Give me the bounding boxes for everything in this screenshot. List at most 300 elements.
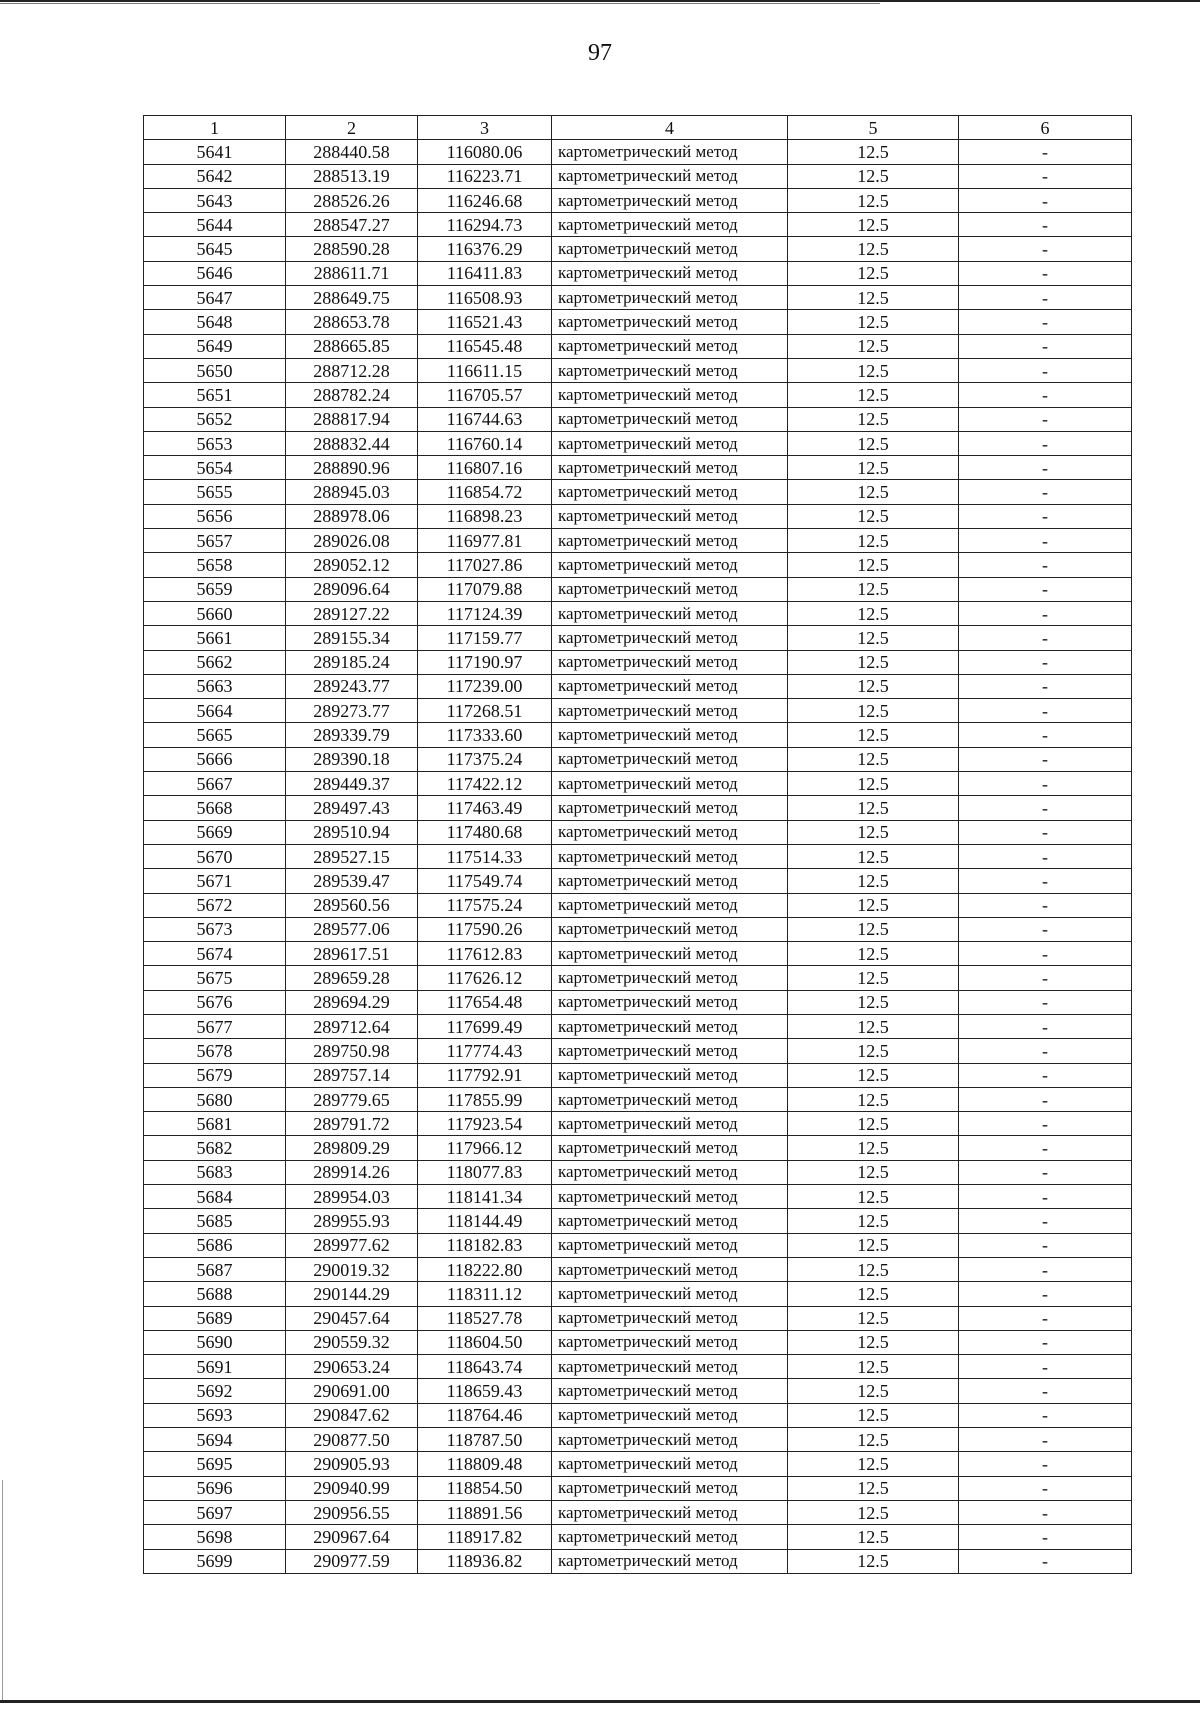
point-number-cell: 5661: [144, 626, 286, 650]
x-coordinate-cell: 289577.06: [286, 917, 418, 941]
note-cell: -: [959, 358, 1132, 382]
table-row: [144, 1452, 1132, 1476]
accuracy-cell: 12.5: [788, 1476, 959, 1500]
table-row: [144, 626, 1132, 650]
point-number-cell: 5662: [144, 650, 286, 674]
y-coordinate-cell: 116411.83: [418, 261, 552, 285]
table-row: [144, 650, 1132, 674]
x-coordinate-cell: 290956.55: [286, 1500, 418, 1524]
x-coordinate-cell: 289659.28: [286, 966, 418, 990]
note-cell: -: [959, 1112, 1132, 1136]
note-cell: -: [959, 1014, 1132, 1038]
x-coordinate-cell: 289026.08: [286, 529, 418, 553]
table-row: [144, 1014, 1132, 1038]
note-cell: -: [959, 1185, 1132, 1209]
point-number-cell: 5642: [144, 164, 286, 188]
y-coordinate-cell: 118936.82: [418, 1549, 552, 1573]
point-number-cell: 5641: [144, 140, 286, 164]
point-number-cell: 5667: [144, 772, 286, 796]
method-cell: картометрический метод: [552, 407, 788, 431]
note-cell: -: [959, 1403, 1132, 1427]
accuracy-cell: 12.5: [788, 893, 959, 917]
table-row: [144, 553, 1132, 577]
y-coordinate-cell: 117612.83: [418, 942, 552, 966]
point-number-cell: 5696: [144, 1476, 286, 1500]
accuracy-cell: 12.5: [788, 869, 959, 893]
table-row: [144, 796, 1132, 820]
note-cell: -: [959, 1476, 1132, 1500]
point-number-cell: 5663: [144, 674, 286, 698]
point-number-cell: 5660: [144, 601, 286, 625]
accuracy-cell: 12.5: [788, 1039, 959, 1063]
y-coordinate-cell: 118643.74: [418, 1355, 552, 1379]
note-cell: -: [959, 504, 1132, 528]
table-row: [144, 1525, 1132, 1549]
x-coordinate-cell: 289510.94: [286, 820, 418, 844]
method-cell: картометрический метод: [552, 990, 788, 1014]
method-cell: картометрический метод: [552, 1403, 788, 1427]
note-cell: -: [959, 577, 1132, 601]
table-row: [144, 1476, 1132, 1500]
note-cell: -: [959, 1452, 1132, 1476]
table-row: [144, 188, 1132, 212]
method-cell: картометрический метод: [552, 553, 788, 577]
table-row: [144, 577, 1132, 601]
x-coordinate-cell: 289390.18: [286, 747, 418, 771]
y-coordinate-cell: 117699.49: [418, 1014, 552, 1038]
accuracy-cell: 12.5: [788, 188, 959, 212]
note-cell: -: [959, 601, 1132, 625]
table-row: [144, 529, 1132, 553]
y-coordinate-cell: 117027.86: [418, 553, 552, 577]
table-row: [144, 456, 1132, 480]
table-row: [144, 893, 1132, 917]
table-row: [144, 164, 1132, 188]
point-number-cell: 5698: [144, 1525, 286, 1549]
note-cell: -: [959, 407, 1132, 431]
point-number-cell: 5679: [144, 1063, 286, 1087]
y-coordinate-cell: 117575.24: [418, 893, 552, 917]
table-row: [144, 1160, 1132, 1184]
point-number-cell: 5695: [144, 1452, 286, 1476]
method-cell: картометрический метод: [552, 188, 788, 212]
x-coordinate-cell: 289127.22: [286, 601, 418, 625]
x-coordinate-cell: 288945.03: [286, 480, 418, 504]
table-row: [144, 1549, 1132, 1573]
x-coordinate-cell: 289757.14: [286, 1063, 418, 1087]
note-cell: -: [959, 747, 1132, 771]
table-row: [144, 966, 1132, 990]
method-cell: картометрический метод: [552, 1112, 788, 1136]
table-row: [144, 383, 1132, 407]
y-coordinate-cell: 117159.77: [418, 626, 552, 650]
x-coordinate-cell: 290977.59: [286, 1549, 418, 1573]
accuracy-cell: 12.5: [788, 1525, 959, 1549]
point-number-cell: 5670: [144, 844, 286, 868]
table-row: [144, 820, 1132, 844]
y-coordinate-cell: 117422.12: [418, 772, 552, 796]
y-coordinate-cell: 117333.60: [418, 723, 552, 747]
accuracy-cell: 12.5: [788, 1257, 959, 1281]
method-cell: картометрический метод: [552, 504, 788, 528]
y-coordinate-cell: 116744.63: [418, 407, 552, 431]
point-number-cell: 5653: [144, 431, 286, 455]
method-cell: картометрический метод: [552, 1209, 788, 1233]
accuracy-cell: 12.5: [788, 504, 959, 528]
note-cell: -: [959, 674, 1132, 698]
x-coordinate-cell: 288547.27: [286, 213, 418, 237]
column-header-3: 3: [418, 116, 552, 140]
x-coordinate-cell: 289791.72: [286, 1112, 418, 1136]
point-number-cell: 5668: [144, 796, 286, 820]
note-cell: -: [959, 383, 1132, 407]
x-coordinate-cell: 289339.79: [286, 723, 418, 747]
method-cell: картометрический метод: [552, 310, 788, 334]
y-coordinate-cell: 118787.50: [418, 1428, 552, 1452]
note-cell: -: [959, 480, 1132, 504]
note-cell: -: [959, 1306, 1132, 1330]
accuracy-cell: 12.5: [788, 1282, 959, 1306]
table-row: [144, 480, 1132, 504]
x-coordinate-cell: 288590.28: [286, 237, 418, 261]
note-cell: -: [959, 1257, 1132, 1281]
x-coordinate-cell: 288712.28: [286, 358, 418, 382]
table-row: [144, 1257, 1132, 1281]
point-number-cell: 5671: [144, 869, 286, 893]
table-header-row: [144, 116, 1132, 140]
table-row: [144, 942, 1132, 966]
accuracy-cell: 12.5: [788, 1087, 959, 1111]
x-coordinate-cell: 289779.65: [286, 1087, 418, 1111]
x-coordinate-cell: 289096.64: [286, 577, 418, 601]
method-cell: картометрический метод: [552, 529, 788, 553]
method-cell: картометрический метод: [552, 456, 788, 480]
y-coordinate-cell: 117239.00: [418, 674, 552, 698]
y-coordinate-cell: 116611.15: [418, 358, 552, 382]
point-number-cell: 5658: [144, 553, 286, 577]
x-coordinate-cell: 289617.51: [286, 942, 418, 966]
x-coordinate-cell: 288665.85: [286, 334, 418, 358]
accuracy-cell: 12.5: [788, 1379, 959, 1403]
method-cell: картометрический метод: [552, 1257, 788, 1281]
x-coordinate-cell: 290847.62: [286, 1403, 418, 1427]
point-number-cell: 5683: [144, 1160, 286, 1184]
y-coordinate-cell: 117549.74: [418, 869, 552, 893]
accuracy-cell: 12.5: [788, 650, 959, 674]
note-cell: -: [959, 456, 1132, 480]
note-cell: -: [959, 334, 1132, 358]
table-row: [144, 1428, 1132, 1452]
y-coordinate-cell: 117626.12: [418, 966, 552, 990]
accuracy-cell: 12.5: [788, 1306, 959, 1330]
accuracy-cell: 12.5: [788, 383, 959, 407]
method-cell: картометрический метод: [552, 577, 788, 601]
y-coordinate-cell: 116545.48: [418, 334, 552, 358]
method-cell: картометрический метод: [552, 261, 788, 285]
method-cell: картометрический метод: [552, 286, 788, 310]
point-number-cell: 5656: [144, 504, 286, 528]
y-coordinate-cell: 116223.71: [418, 164, 552, 188]
y-coordinate-cell: 117654.48: [418, 990, 552, 1014]
point-number-cell: 5655: [144, 480, 286, 504]
y-coordinate-cell: 117774.43: [418, 1039, 552, 1063]
point-number-cell: 5669: [144, 820, 286, 844]
method-cell: картометрический метод: [552, 213, 788, 237]
table-row: [144, 431, 1132, 455]
x-coordinate-cell: 290559.32: [286, 1330, 418, 1354]
x-coordinate-cell: 288817.94: [286, 407, 418, 431]
table-row: [144, 1330, 1132, 1354]
accuracy-cell: 12.5: [788, 553, 959, 577]
note-cell: -: [959, 1549, 1132, 1573]
accuracy-cell: 12.5: [788, 480, 959, 504]
accuracy-cell: 12.5: [788, 358, 959, 382]
method-cell: картометрический метод: [552, 1160, 788, 1184]
accuracy-cell: 12.5: [788, 213, 959, 237]
point-number-cell: 5691: [144, 1355, 286, 1379]
table-row: [144, 1087, 1132, 1111]
note-cell: -: [959, 1355, 1132, 1379]
x-coordinate-cell: 288832.44: [286, 431, 418, 455]
table-row: [144, 1379, 1132, 1403]
method-cell: картометрический метод: [552, 1039, 788, 1063]
x-coordinate-cell: 289712.64: [286, 1014, 418, 1038]
accuracy-cell: 12.5: [788, 1209, 959, 1233]
table-row: [144, 407, 1132, 431]
x-coordinate-cell: 290144.29: [286, 1282, 418, 1306]
table-row: [144, 310, 1132, 334]
column-header-1: 1: [144, 116, 286, 140]
note-cell: -: [959, 1500, 1132, 1524]
page-number: 97: [588, 40, 612, 66]
accuracy-cell: 12.5: [788, 1330, 959, 1354]
scan-edge-top: [0, 0, 1200, 2]
method-cell: картометрический метод: [552, 917, 788, 941]
note-cell: -: [959, 820, 1132, 844]
y-coordinate-cell: 118604.50: [418, 1330, 552, 1354]
point-number-cell: 5646: [144, 261, 286, 285]
y-coordinate-cell: 118891.56: [418, 1500, 552, 1524]
note-cell: -: [959, 893, 1132, 917]
note-cell: -: [959, 1379, 1132, 1403]
table-row: [144, 1403, 1132, 1427]
y-coordinate-cell: 116080.06: [418, 140, 552, 164]
method-cell: картометрический метод: [552, 431, 788, 455]
point-number-cell: 5694: [144, 1428, 286, 1452]
note-cell: -: [959, 237, 1132, 261]
x-coordinate-cell: 289052.12: [286, 553, 418, 577]
table-row: [144, 772, 1132, 796]
note-cell: -: [959, 431, 1132, 455]
method-cell: картометрический метод: [552, 1282, 788, 1306]
table-row: [144, 990, 1132, 1014]
note-cell: -: [959, 188, 1132, 212]
x-coordinate-cell: 288513.19: [286, 164, 418, 188]
note-cell: -: [959, 140, 1132, 164]
accuracy-cell: 12.5: [788, 1403, 959, 1427]
point-number-cell: 5685: [144, 1209, 286, 1233]
y-coordinate-cell: 117124.39: [418, 601, 552, 625]
point-number-cell: 5677: [144, 1014, 286, 1038]
method-cell: картометрический метод: [552, 747, 788, 771]
note-cell: -: [959, 990, 1132, 1014]
method-cell: картометрический метод: [552, 358, 788, 382]
accuracy-cell: 12.5: [788, 966, 959, 990]
point-number-cell: 5672: [144, 893, 286, 917]
x-coordinate-cell: 290653.24: [286, 1355, 418, 1379]
table-row: [144, 504, 1132, 528]
note-cell: -: [959, 844, 1132, 868]
note-cell: -: [959, 699, 1132, 723]
x-coordinate-cell: 289560.56: [286, 893, 418, 917]
y-coordinate-cell: 116521.43: [418, 310, 552, 334]
y-coordinate-cell: 117480.68: [418, 820, 552, 844]
y-coordinate-cell: 116760.14: [418, 431, 552, 455]
x-coordinate-cell: 290877.50: [286, 1428, 418, 1452]
y-coordinate-cell: 116705.57: [418, 383, 552, 407]
method-cell: картометрический метод: [552, 1306, 788, 1330]
accuracy-cell: 12.5: [788, 529, 959, 553]
accuracy-cell: 12.5: [788, 942, 959, 966]
note-cell: -: [959, 1087, 1132, 1111]
method-cell: картометрический метод: [552, 699, 788, 723]
method-cell: картометрический метод: [552, 626, 788, 650]
x-coordinate-cell: 288978.06: [286, 504, 418, 528]
point-number-cell: 5651: [144, 383, 286, 407]
note-cell: -: [959, 1160, 1132, 1184]
method-cell: картометрический метод: [552, 942, 788, 966]
method-cell: картометрический метод: [552, 1063, 788, 1087]
method-cell: картометрический метод: [552, 1379, 788, 1403]
table-row: [144, 723, 1132, 747]
note-cell: -: [959, 772, 1132, 796]
table-row: [144, 1306, 1132, 1330]
point-number-cell: 5692: [144, 1379, 286, 1403]
accuracy-cell: 12.5: [788, 772, 959, 796]
y-coordinate-cell: 118222.80: [418, 1257, 552, 1281]
method-cell: картометрический метод: [552, 601, 788, 625]
x-coordinate-cell: 288440.58: [286, 140, 418, 164]
accuracy-cell: 12.5: [788, 1160, 959, 1184]
method-cell: картометрический метод: [552, 1087, 788, 1111]
x-coordinate-cell: 289977.62: [286, 1233, 418, 1257]
note-cell: -: [959, 553, 1132, 577]
note-cell: -: [959, 213, 1132, 237]
point-number-cell: 5659: [144, 577, 286, 601]
method-cell: картометрический метод: [552, 334, 788, 358]
note-cell: -: [959, 1428, 1132, 1452]
point-number-cell: 5644: [144, 213, 286, 237]
scan-edge-bottom: [0, 1700, 1200, 1703]
y-coordinate-cell: 117923.54: [418, 1112, 552, 1136]
accuracy-cell: 12.5: [788, 844, 959, 868]
y-coordinate-cell: 118144.49: [418, 1209, 552, 1233]
note-cell: -: [959, 1063, 1132, 1087]
accuracy-cell: 12.5: [788, 310, 959, 334]
y-coordinate-cell: 117514.33: [418, 844, 552, 868]
accuracy-cell: 12.5: [788, 601, 959, 625]
table-row: [144, 699, 1132, 723]
accuracy-cell: 12.5: [788, 286, 959, 310]
y-coordinate-cell: 117190.97: [418, 650, 552, 674]
point-number-cell: 5680: [144, 1087, 286, 1111]
x-coordinate-cell: 289954.03: [286, 1185, 418, 1209]
method-cell: картометрический метод: [552, 1525, 788, 1549]
method-cell: картометрический метод: [552, 650, 788, 674]
accuracy-cell: 12.5: [788, 723, 959, 747]
x-coordinate-cell: 290940.99: [286, 1476, 418, 1500]
x-coordinate-cell: 289497.43: [286, 796, 418, 820]
column-header-4: 4: [552, 116, 788, 140]
accuracy-cell: 12.5: [788, 1500, 959, 1524]
point-number-cell: 5665: [144, 723, 286, 747]
note-cell: -: [959, 286, 1132, 310]
method-cell: картометрический метод: [552, 1452, 788, 1476]
table-body: [144, 140, 1132, 1574]
point-number-cell: 5664: [144, 699, 286, 723]
y-coordinate-cell: 118917.82: [418, 1525, 552, 1549]
note-cell: -: [959, 1039, 1132, 1063]
table-row: [144, 237, 1132, 261]
y-coordinate-cell: 118311.12: [418, 1282, 552, 1306]
table-row: [144, 844, 1132, 868]
y-coordinate-cell: 117463.49: [418, 796, 552, 820]
note-cell: -: [959, 1330, 1132, 1354]
method-cell: картометрический метод: [552, 1476, 788, 1500]
y-coordinate-cell: 116376.29: [418, 237, 552, 261]
x-coordinate-cell: 290905.93: [286, 1452, 418, 1476]
x-coordinate-cell: 289694.29: [286, 990, 418, 1014]
table-row: [144, 1136, 1132, 1160]
accuracy-cell: 12.5: [788, 237, 959, 261]
y-coordinate-cell: 118182.83: [418, 1233, 552, 1257]
note-cell: -: [959, 869, 1132, 893]
method-cell: картометрический метод: [552, 1549, 788, 1573]
y-coordinate-cell: 118141.34: [418, 1185, 552, 1209]
accuracy-cell: 12.5: [788, 577, 959, 601]
accuracy-cell: 12.5: [788, 456, 959, 480]
point-number-cell: 5666: [144, 747, 286, 771]
x-coordinate-cell: 290967.64: [286, 1525, 418, 1549]
table-row: [144, 286, 1132, 310]
method-cell: картометрический метод: [552, 844, 788, 868]
accuracy-cell: 12.5: [788, 1136, 959, 1160]
note-cell: -: [959, 626, 1132, 650]
point-number-cell: 5688: [144, 1282, 286, 1306]
table-row: [144, 747, 1132, 771]
accuracy-cell: 12.5: [788, 1185, 959, 1209]
method-cell: картометрический метод: [552, 1136, 788, 1160]
method-cell: картометрический метод: [552, 1500, 788, 1524]
point-number-cell: 5674: [144, 942, 286, 966]
x-coordinate-cell: 289155.34: [286, 626, 418, 650]
x-coordinate-cell: 289243.77: [286, 674, 418, 698]
point-number-cell: 5650: [144, 358, 286, 382]
accuracy-cell: 12.5: [788, 261, 959, 285]
table-row: [144, 1209, 1132, 1233]
point-number-cell: 5643: [144, 188, 286, 212]
method-cell: картометрический метод: [552, 1428, 788, 1452]
table-row: [144, 140, 1132, 164]
method-cell: картометрический метод: [552, 820, 788, 844]
x-coordinate-cell: 290019.32: [286, 1257, 418, 1281]
y-coordinate-cell: 117375.24: [418, 747, 552, 771]
y-coordinate-cell: 116807.16: [418, 456, 552, 480]
method-cell: картометрический метод: [552, 1233, 788, 1257]
x-coordinate-cell: 289539.47: [286, 869, 418, 893]
point-number-cell: 5693: [144, 1403, 286, 1427]
table-row: [144, 674, 1132, 698]
